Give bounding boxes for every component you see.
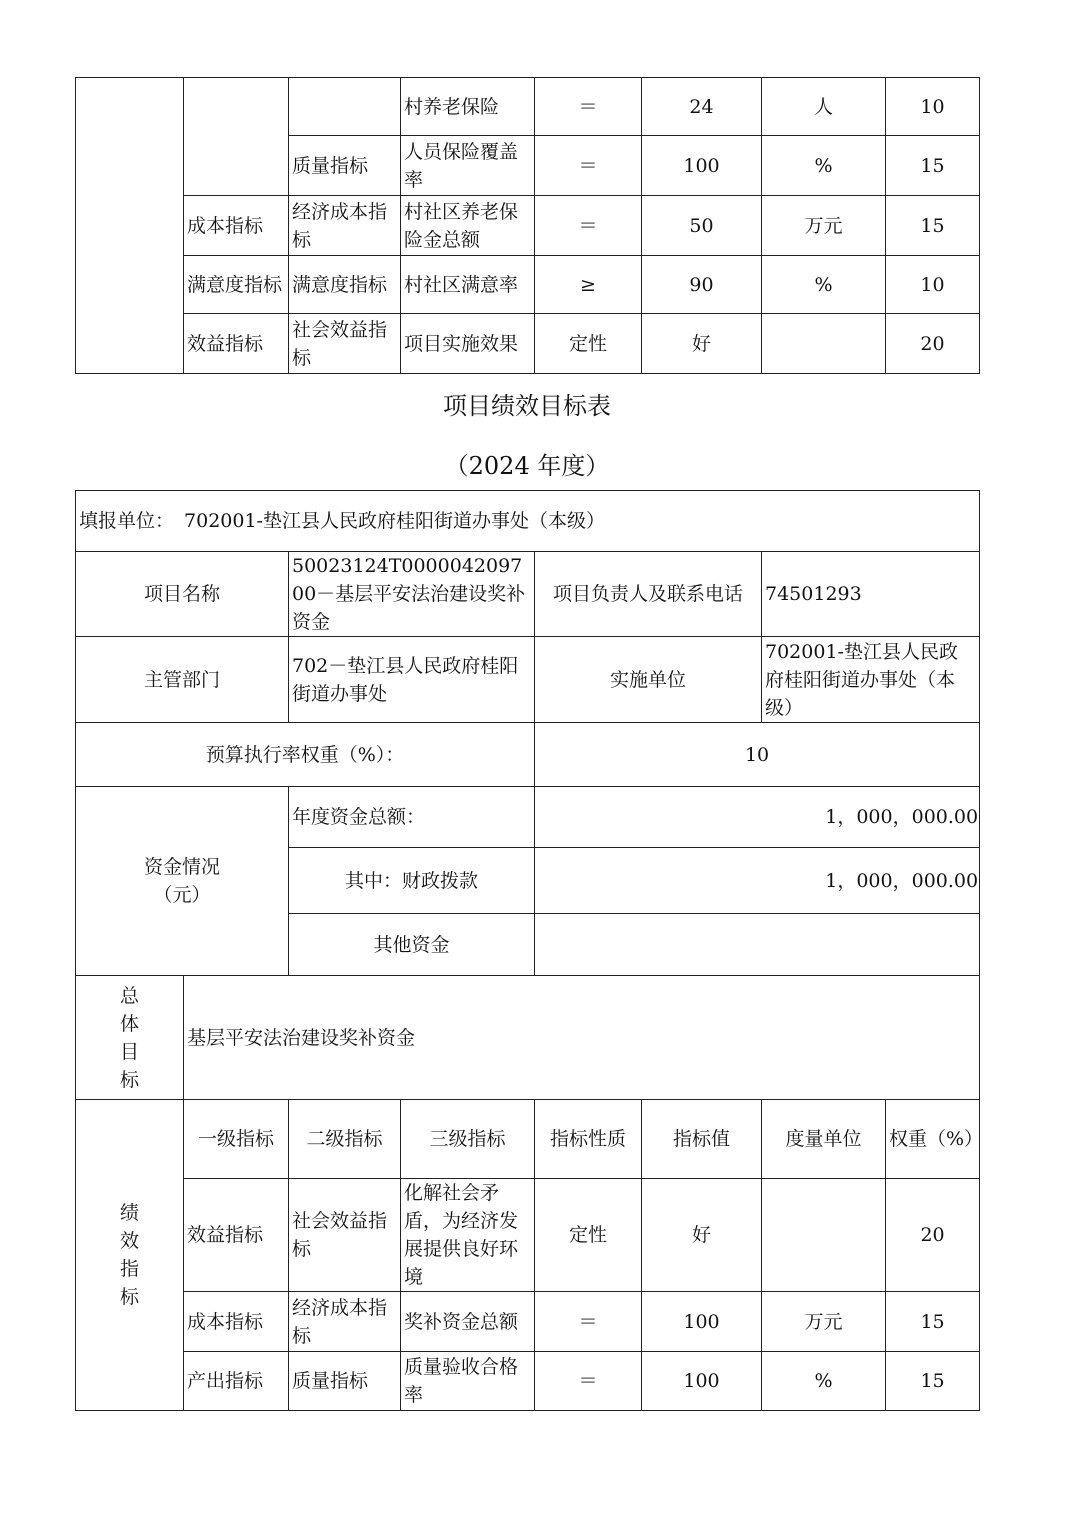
weight-cell: 15: [886, 1292, 980, 1352]
l2-cell: 质量指标: [289, 136, 401, 196]
value-cell: 90: [642, 256, 762, 314]
l3-cell: 质量验收合格率: [401, 1352, 535, 1411]
dept-row: [76, 637, 980, 723]
perf-indicator-label: [76, 1100, 184, 1411]
contact-value: 74501293: [762, 552, 980, 637]
table-row: [76, 1292, 980, 1352]
top-indicator-table: [75, 77, 980, 374]
header-nature: 指标性质: [535, 1100, 642, 1179]
fiscal-value: 1，000，000.00: [535, 848, 980, 914]
l2-cell: 经济成本指标: [289, 196, 401, 256]
nature-cell: ＝: [535, 78, 642, 136]
impl-unit-value: 702001-垫江县人民政府桂阳街道办事处（本级）: [762, 637, 980, 723]
nature-cell: 定性: [535, 314, 642, 374]
other-funds-value: [535, 914, 980, 976]
l3-cell: 村养老保险: [401, 78, 535, 136]
blank-cell: [184, 78, 289, 196]
weight-cell: 15: [886, 1352, 980, 1411]
l3-cell: 村社区养老保险金总额: [401, 196, 535, 256]
performance-form-table: [75, 490, 984, 1411]
project-row: [76, 552, 980, 637]
value-cell: 100: [642, 136, 762, 196]
nature-cell: ＝: [535, 196, 642, 256]
reporting-unit-value: 702001-垫江县人民政府桂阳街道办事处（本级）: [184, 510, 605, 532]
header-unit: 度量单位: [762, 1100, 886, 1179]
l3-cell: 项目实施效果: [401, 314, 535, 374]
weight-cell: 15: [886, 196, 980, 256]
nature-cell: 定性: [535, 1179, 642, 1292]
value-cell: 100: [642, 1292, 762, 1352]
l3-cell: 村社区满意率: [401, 256, 535, 314]
unit-cell: 万元: [762, 196, 886, 256]
other-funds-label: 其他资金: [289, 914, 535, 976]
overall-goal-row: [76, 976, 980, 1100]
table-row: [76, 256, 980, 314]
l1-cell: 产出指标: [184, 1352, 289, 1411]
l1-cell: 成本指标: [184, 196, 289, 256]
unit-cell: %: [762, 256, 886, 314]
dept-value: 702－垫江县人民政府桂阳街道办事处: [289, 637, 535, 723]
contact-label: 项目负责人及联系电话: [535, 552, 762, 637]
value-cell: 50: [642, 196, 762, 256]
unit-cell: %: [762, 136, 886, 196]
form-title: 项目绩效目标表: [443, 392, 611, 420]
reporting-unit: [76, 491, 980, 552]
fiscal-label: 其中：财政拨款: [289, 848, 535, 914]
budget-rate-label: 预算执行率权重（%）：: [76, 723, 535, 787]
weight-cell: 10: [886, 256, 980, 314]
nature-cell: ≥: [535, 256, 642, 314]
unit-row: [76, 491, 980, 552]
l2-cell: 社会效益指标: [289, 1179, 401, 1292]
budget-rate-row: [76, 723, 980, 787]
unit-cell: %: [762, 1352, 886, 1411]
budget-rate-value: 10: [535, 723, 980, 787]
weight-cell: 20: [886, 314, 980, 374]
unit-cell: 人: [762, 78, 886, 136]
l2-cell: 质量指标: [289, 1352, 401, 1411]
project-name-label: 项目名称: [76, 552, 289, 637]
nature-cell: ＝: [535, 1292, 642, 1352]
impl-unit-label: 实施单位: [535, 637, 762, 723]
l1-cell: 效益指标: [184, 1179, 289, 1292]
form-year: （2024 年度）: [444, 452, 610, 480]
header-l3: 三级指标: [401, 1100, 535, 1179]
value-cell: 好: [642, 1179, 762, 1292]
nature-cell: ＝: [535, 136, 642, 196]
project-name-value: 50023124T000004209700－基层平安法治建设奖补资金: [289, 552, 535, 637]
funds-row: [76, 787, 980, 848]
perf-indicator-label-text: 绩效指标: [119, 1202, 139, 1308]
header-row: [76, 1100, 980, 1179]
table-row: [76, 196, 980, 256]
table-row: [76, 78, 980, 136]
weight-cell: 15: [886, 136, 980, 196]
header-weight: 权重（%）: [886, 1100, 980, 1179]
reporting-unit-label: 填报单位：: [79, 510, 175, 532]
value-cell: 好: [642, 314, 762, 374]
value-cell: 24: [642, 78, 762, 136]
unit-cell: [762, 314, 886, 374]
header-l1: 一级指标: [184, 1100, 289, 1179]
unit-cell: [762, 1179, 886, 1292]
weight-cell: 20: [886, 1179, 980, 1292]
overall-goal-label-text: 总体目标: [119, 984, 139, 1091]
overall-goal-value: 基层平安法治建设奖补资金: [184, 976, 980, 1100]
nature-cell: ＝: [535, 1352, 642, 1411]
weight-cell: 10: [886, 78, 980, 136]
unit-cell: 万元: [762, 1292, 886, 1352]
table-row: [76, 1352, 980, 1411]
annual-total-value: 1，000，000.00: [535, 787, 980, 848]
dept-label: 主管部门: [76, 637, 289, 723]
funds-label: [76, 787, 289, 976]
l1-cell: 成本指标: [184, 1292, 289, 1352]
l2-cell: 社会效益指标: [289, 314, 401, 374]
l2-cell: 满意度指标: [289, 256, 401, 314]
l1-cell: 满意度指标: [184, 256, 289, 314]
value-cell: 100: [642, 1352, 762, 1411]
overall-goal-label: [76, 976, 184, 1100]
l2-cell: 经济成本指标: [289, 1292, 401, 1352]
funds-label-text: 资金情况（元）: [143, 856, 220, 906]
l2-cell: [289, 78, 401, 136]
annual-total-label: 年度资金总额：: [289, 787, 535, 848]
l3-cell: 奖补资金总额: [401, 1292, 535, 1352]
l3-cell: 人员保险覆盖率: [401, 136, 535, 196]
blank-cell: [76, 78, 184, 374]
l3-cell: 化解社会矛盾，为经济发展提供良好环境: [401, 1179, 535, 1292]
l1-cell: 效益指标: [184, 314, 289, 374]
header-l2: 二级指标: [289, 1100, 401, 1179]
table-row: [76, 1179, 980, 1292]
header-value: 指标值: [642, 1100, 762, 1179]
table-row: [76, 314, 980, 374]
